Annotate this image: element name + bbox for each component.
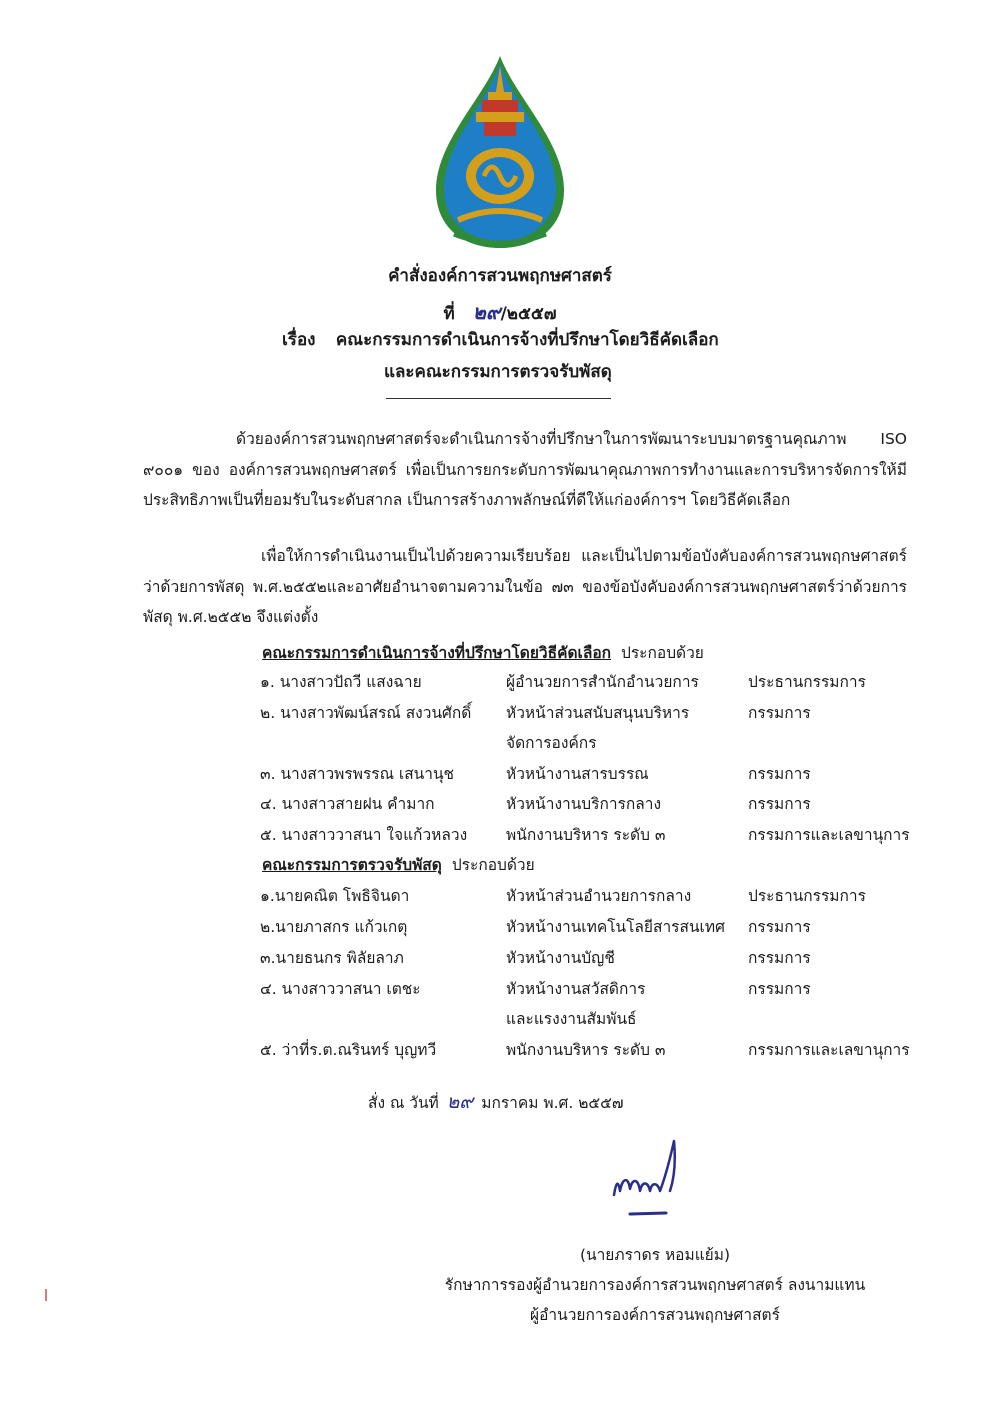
member-name: ๕. ว่าที่ร.ต.ณรินทร์ บุญทวี bbox=[260, 1041, 437, 1059]
member-position: หัวหน้างานเทคโนโลยีสารสนเทศ bbox=[506, 918, 725, 936]
member-name: ๔. นางสาวสายฝน คำมาก bbox=[260, 795, 435, 813]
order-date bbox=[368, 1087, 624, 1117]
member-position: พนักงานบริหาร ระดับ ๓ bbox=[506, 826, 666, 844]
member-position: หัวหน้างานสารบรรณ bbox=[506, 765, 649, 783]
order-number-handwritten: ๒๙ bbox=[472, 300, 501, 324]
committee-1-heading bbox=[262, 640, 704, 665]
member-role: กรรมการ bbox=[748, 795, 811, 813]
member-role: กรรมการ bbox=[748, 704, 811, 722]
member-name: ๓. นางสาวพรพรรณ เสนานุช bbox=[260, 765, 455, 783]
subject-line bbox=[282, 326, 719, 353]
order-number-label: ที่ bbox=[443, 304, 455, 324]
member-position: หัวหน้าส่วนสนับสนุนบริหาร จัดการองค์กร bbox=[506, 704, 690, 752]
member-role: กรรมการ bbox=[748, 949, 811, 967]
member-name: ๒.นายภาสกร แก้วเกตุ bbox=[260, 918, 408, 936]
member-role: กรรมการและเลขานุการ bbox=[748, 826, 910, 844]
signer-name: (นายภราดร หอมแย้ม) bbox=[579, 1246, 731, 1264]
member-name: ๑. นางสาวปัถวี แสงฉาย bbox=[260, 673, 422, 691]
member-role: ประธานกรรมการ bbox=[748, 887, 866, 905]
member-name: ๕. นางสาววาสนา ใจแก้วหลวง bbox=[260, 826, 468, 844]
member-name: ๓.นายธนกร พิลัยลาภ bbox=[260, 949, 404, 967]
signer-title-2: ผู้อำนวยการองค์การสวนพฤกษศาสตร์ bbox=[530, 1306, 780, 1324]
member-position-cont: และแรงงานสัมพันธ์ bbox=[506, 1010, 637, 1028]
committee-2-suffix: ประกอบด้วย bbox=[451, 856, 535, 874]
member-role: กรรมการ bbox=[748, 765, 811, 783]
member-position: ผู้อำนวยการสำนักอำนวยการ bbox=[506, 673, 699, 691]
member-position: หัวหน้างานบริการกลาง bbox=[506, 795, 662, 813]
handwritten-signature bbox=[608, 1135, 688, 1220]
member-position: พนักงานบริหาร ระดับ ๓ bbox=[506, 1041, 666, 1059]
paragraph-1: ด้วยองค์การสวนพฤกษศาสตร์จะดำเนินการจ้างที่ปรึกษาในการพัฒนาระบบมาตรฐานคุณภาพ ISO ๙๐๐๑ ของ องค์การสวนพฤกษศาสตร์ เพื่อเป็นการยกระดับการพัฒนาคุณภาพการทำงานและการบริหารจัดการให้มีประสิทธิภาพเป็นที่ยอมรับในระดับสากล เป็นการสร้างภาพลักษณ์ที่ดีให้แก่องค์การฯ โดยวิธีคัดเลือก bbox=[143, 430, 907, 509]
title-divider bbox=[386, 398, 611, 399]
committee-1-suffix: ประกอบด้วย bbox=[621, 644, 704, 662]
member-position: หัวหน้างานบัญชี bbox=[506, 949, 615, 967]
subject-text-1: คณะกรรมการดำเนินการจ้างที่ปรึกษาโดยวิธีคัดเลือก bbox=[335, 330, 719, 350]
date-day-handwritten: ๒๙ bbox=[446, 1091, 474, 1113]
organization-logo bbox=[424, 52, 576, 252]
committee-2-heading bbox=[262, 852, 535, 877]
order-number-line bbox=[0, 296, 1000, 328]
member-name: ๔. นางสาววาสนา เตชะ bbox=[260, 980, 421, 998]
paragraph-2: เพื่อให้การดำเนินงานเป็นไปด้วยความเรียบร้อย และเป็นไปตามข้อบังคับองค์การสวนพฤกษศาสตร์ว่าด้วยการพัสดุ พ.ศ.๒๕๕๒และอาศัยอำนาจตามความในข้อ ๗๓ ของข้อบังคับองค์การสวนพฤกษศาสตร์ว่าด้วยการพัสดุ พ.ศ.๒๕๕๒ จึงแต่งตั้ง bbox=[143, 547, 907, 626]
committee-1-title: คณะกรรมการดำเนินการจ้างที่ปรึกษาโดยวิธีคัดเลือก bbox=[262, 644, 612, 662]
subject-label: เรื่อง bbox=[282, 330, 316, 350]
member-role: กรรมการและเลขานุการ bbox=[748, 1041, 910, 1059]
member-position: หัวหน้าส่วนอำนวยการกลาง bbox=[506, 887, 692, 905]
member-role: กรรมการ bbox=[748, 918, 811, 936]
committee-2-title: คณะกรรมการตรวจรับพัสดุ bbox=[262, 856, 442, 874]
subject-text-2: และคณะกรรมการตรวจรับพัสดุ bbox=[384, 362, 612, 382]
member-position: หัวหน้างานสวัสดิการ และแรงงานสัมพันธ์ bbox=[506, 980, 646, 1028]
signer-title-1: รักษาการรองผู้อำนวยการองค์การสวนพฤกษศาสตร์ ลงนามแทน bbox=[444, 1276, 866, 1294]
order-title: คำสั่งองค์การสวนพฤกษศาสตร์ bbox=[388, 266, 612, 286]
member-position-cont: จัดการองค์กร bbox=[506, 734, 597, 752]
order-number-suffix: /๒๕๕๗ bbox=[500, 304, 557, 324]
red-margin-mark bbox=[44, 1288, 48, 1302]
member-role: กรรมการ bbox=[748, 980, 811, 998]
member-name: ๒. นางสาวพัฒน์สรณ์ สงวนศักดิ์ bbox=[260, 704, 472, 722]
date-rest: มกราคม พ.ศ. ๒๕๕๗ bbox=[481, 1094, 624, 1112]
member-name: ๑.นายคณิต โพธิจินดา bbox=[260, 887, 410, 905]
date-prefix: สั่ง ณ วันที่ bbox=[368, 1094, 439, 1112]
member-role: ประธานกรรมการ bbox=[748, 673, 866, 691]
